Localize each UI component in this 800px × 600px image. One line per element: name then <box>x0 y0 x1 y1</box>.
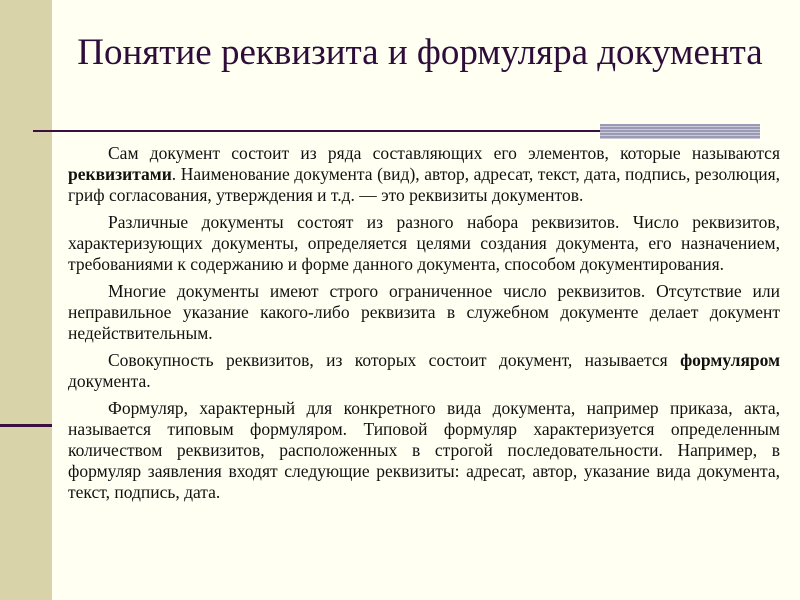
paragraph-1-text: Сам документ состоит из ряда составляющих его элементов, которые называются <box>108 143 780 163</box>
paragraph-2 <box>68 212 780 275</box>
term-rekvizity: реквизитами <box>68 164 172 184</box>
side-bar-rule <box>0 424 52 427</box>
paragraph-4-text: Совокупность реквизитов, из которых состоит документ, называется <box>108 350 681 370</box>
side-bar-decoration <box>0 0 52 600</box>
paragraph-1-text-end: . Наименование документа (вид), автор, адресат, текст, дата, подпись, резолюция, гриф согласования, утверждения и т.д. — это реквизиты документов. <box>68 164 780 205</box>
paragraph-4-text-end: документа. <box>68 371 151 391</box>
title-accent-stripes <box>600 124 760 139</box>
paragraph-5 <box>68 398 780 503</box>
paragraph-1 <box>68 143 780 206</box>
paragraph-3 <box>68 281 780 344</box>
slide-body <box>68 143 780 509</box>
paragraph-4 <box>68 350 780 392</box>
paragraph-3-text: Многие документы имеют строго ограниченное число реквизитов. Отсутствие или неправильное указание какого-либо реквизита в служебном документе делает документ недействительным. <box>68 281 780 343</box>
term-formulyar: формуляром <box>680 350 780 370</box>
paragraph-2-text: Различные документы состоят из разного набора реквизитов. Число реквизитов, характеризующих документы, определяется целями создания документа, его назначением, требованиями к содержанию и форме данного документа, способом документирования. <box>68 212 780 274</box>
paragraph-5-text: Формуляр, характерный для конкретного вида документа, например приказа, акта, называется типовым формуляром. Типовой формуляр характеризуется определенным количеством реквизитов, расположенных в строгой последовательности. Например, в формуляр заявления входят следующие реквизиты: адресат, автор, указание вида документа, текст, подпись, дата. <box>68 398 780 502</box>
slide-title: Понятие реквизита и формуляра документа <box>77 32 763 73</box>
